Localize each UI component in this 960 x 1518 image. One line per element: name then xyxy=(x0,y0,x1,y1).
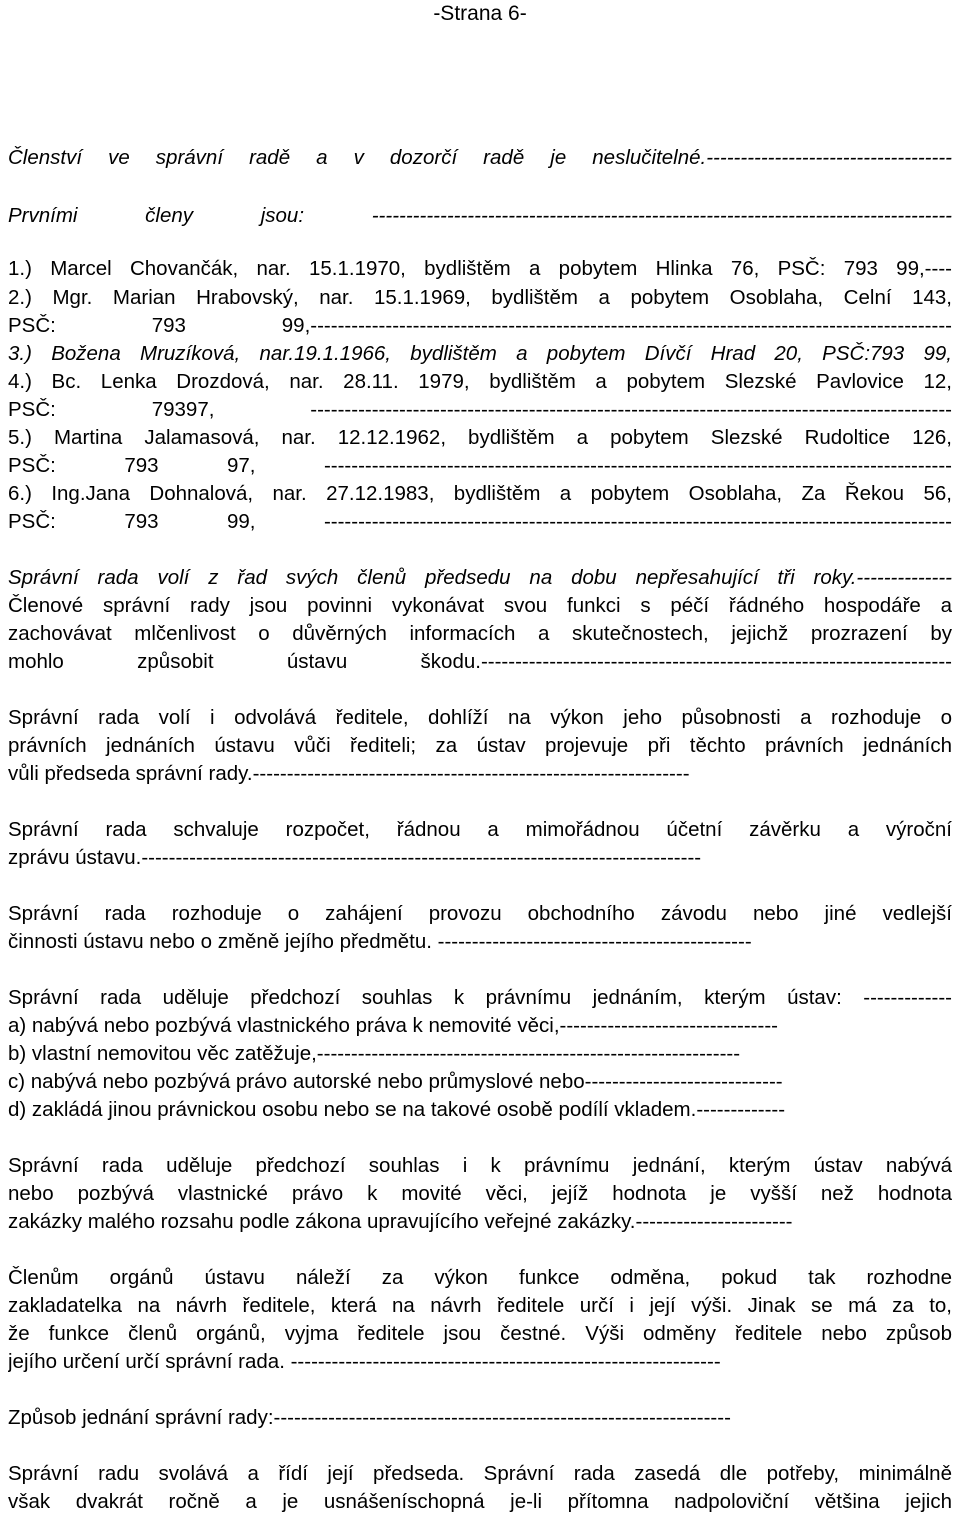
text-line: že funkce členů orgánů, vyjma ředitele jsou čestné. Výši odměny ředitele nebo způsob xyxy=(8,1322,952,1345)
text-line: Správní rada uděluje předchozí souhlas k právnímu jednáním, kterým ústav: ------------- xyxy=(8,986,952,1009)
member-line: 5.) Martina Jalamasová, nar. 12.12.1962, bydlištěm a pobytem Slezské Rudoltice 126, xyxy=(8,426,952,449)
member-line: PSČ: 793 99,---------------------------------------------------------------------------------------------- xyxy=(8,314,952,337)
list-item: a) nabývá nebo pozbývá vlastnického práva k nemovité věci,-------------------------------- xyxy=(8,1014,778,1037)
member-line: PSČ: 79397, ---------------------------------------------------------------------------------------------- xyxy=(8,398,952,421)
list-item: d) zakládá jinou právnickou osobu nebo se na takové osobě podílí vkladem.------------- xyxy=(8,1098,786,1121)
member-line: PSČ: 793 97, -------------------------------------------------------------------------------------------- xyxy=(8,454,952,477)
text-line: právních jednáních ústavu vůči řediteli; za ústav projevuje při těchto právních jednáních xyxy=(8,734,952,757)
text-line: Správní rada rozhoduje o zahájení provozu obchodního závodu nebo jiné vedlejší xyxy=(8,902,952,925)
text-line: zachovávat mlčenlivost o důvěrných informacích a skutečnostech, jejichž prozrazení by xyxy=(8,622,952,645)
text-line: jejího určení určí správní rada. --------------------------------------------------------------- xyxy=(8,1350,721,1373)
text-line: zakladatelka na návrh ředitele, která na návrh ředitele určí i její výši. Jinak se má za to, xyxy=(8,1294,952,1317)
member-line: 4.) Bc. Lenka Drozdová, nar. 28.11. 1979, bydlištěm a pobytem Slezské Pavlovice 12, xyxy=(8,370,952,393)
text-line: Správní rada uděluje předchozí souhlas i k právnímu jednání, kterým ústav nabývá xyxy=(8,1154,952,1177)
member-line: 1.) Marcel Chovančák, nar. 15.1.1970, bydlištěm a pobytem Hlinka 76, PSČ: 793 99,---- xyxy=(8,257,952,280)
list-item: c) nabývá nebo pozbývá právo autorské nebo průmyslové nebo----------------------------- xyxy=(8,1070,783,1093)
text-line: Způsob jednání správní rady:------------------------------------------------------------------- xyxy=(8,1406,731,1429)
text-line: vůli předseda správní rady.---------------------------------------------------------------- xyxy=(8,762,690,785)
text-line: Správní rada volí i odvolává ředitele, dohlíží na výkon jeho působnosti a rozhoduje o xyxy=(8,706,952,729)
member-line: 3.) Božena Mruzíková, nar.19.1.1966, bydlištěm a pobytem Dívčí Hrad 20, PSČ:793 99, xyxy=(8,342,952,365)
text-line: Správní radu svolává a řídí její předseda. Správní rada zasedá dle potřeby, minimálně xyxy=(8,1462,952,1485)
text-line: zprávu ústavu.---------------------------------------------------------------------------------- xyxy=(8,846,702,869)
list-item: b) vlastní nemovitou věc zatěžuje,-------------------------------------------------------------- xyxy=(8,1042,741,1065)
text-line: činnosti ústavu nebo o změně jejího předmětu. ---------------------------------------------- xyxy=(8,930,752,953)
text-line: Členům orgánů ústavu náleží za výkon funkce odměna, pokud tak rozhodne xyxy=(8,1266,952,1289)
text-line: mohlo způsobit ústavu škodu.--------------------------------------------------------------------- xyxy=(8,650,952,673)
text-line: nebo pozbývá vlastnické právo k movité věci, jejíž hodnota je vyšší než hodnota xyxy=(8,1182,952,1205)
member-line: 2.) Mgr. Marian Hrabovský, nar. 15.1.1969, bydlištěm a pobytem Osoblaha, Celní 143, xyxy=(8,286,952,309)
text-line: Členové správní rady jsou povinni vykonávat svou funkci s péčí řádného hospodáře a xyxy=(8,594,952,617)
text-line: Prvními členy jsou: ------------------------------------------------------------------------------------- xyxy=(8,204,952,227)
member-line: PSČ: 793 99, -------------------------------------------------------------------------------------------- xyxy=(8,510,952,533)
text-line: však dvakrát ročně a je usnášeníschopná je-li přítomna nadpoloviční většina jejich xyxy=(8,1490,952,1513)
page-header: -Strana 6- xyxy=(433,2,527,25)
text-line: Členství ve správní radě a v dozorčí radě je neslučitelné.------------------------------------ xyxy=(8,146,952,169)
text-line: Správní rada schvaluje rozpočet, řádnou a mimořádnou účetní závěrku a výroční xyxy=(8,818,952,841)
text-line: zakázky malého rozsahu podle zákona upravujícího veřejné zakázky.----------------------- xyxy=(8,1210,793,1233)
text-line: Správní rada volí z řad svých členů předsedu na dobu nepřesahující tři roky.-------------- xyxy=(8,566,952,589)
member-line: 6.) Ing.Jana Dohnalová, nar. 27.12.1983, bydlištěm a pobytem Osoblaha, Za Řekou 56, xyxy=(8,482,952,505)
